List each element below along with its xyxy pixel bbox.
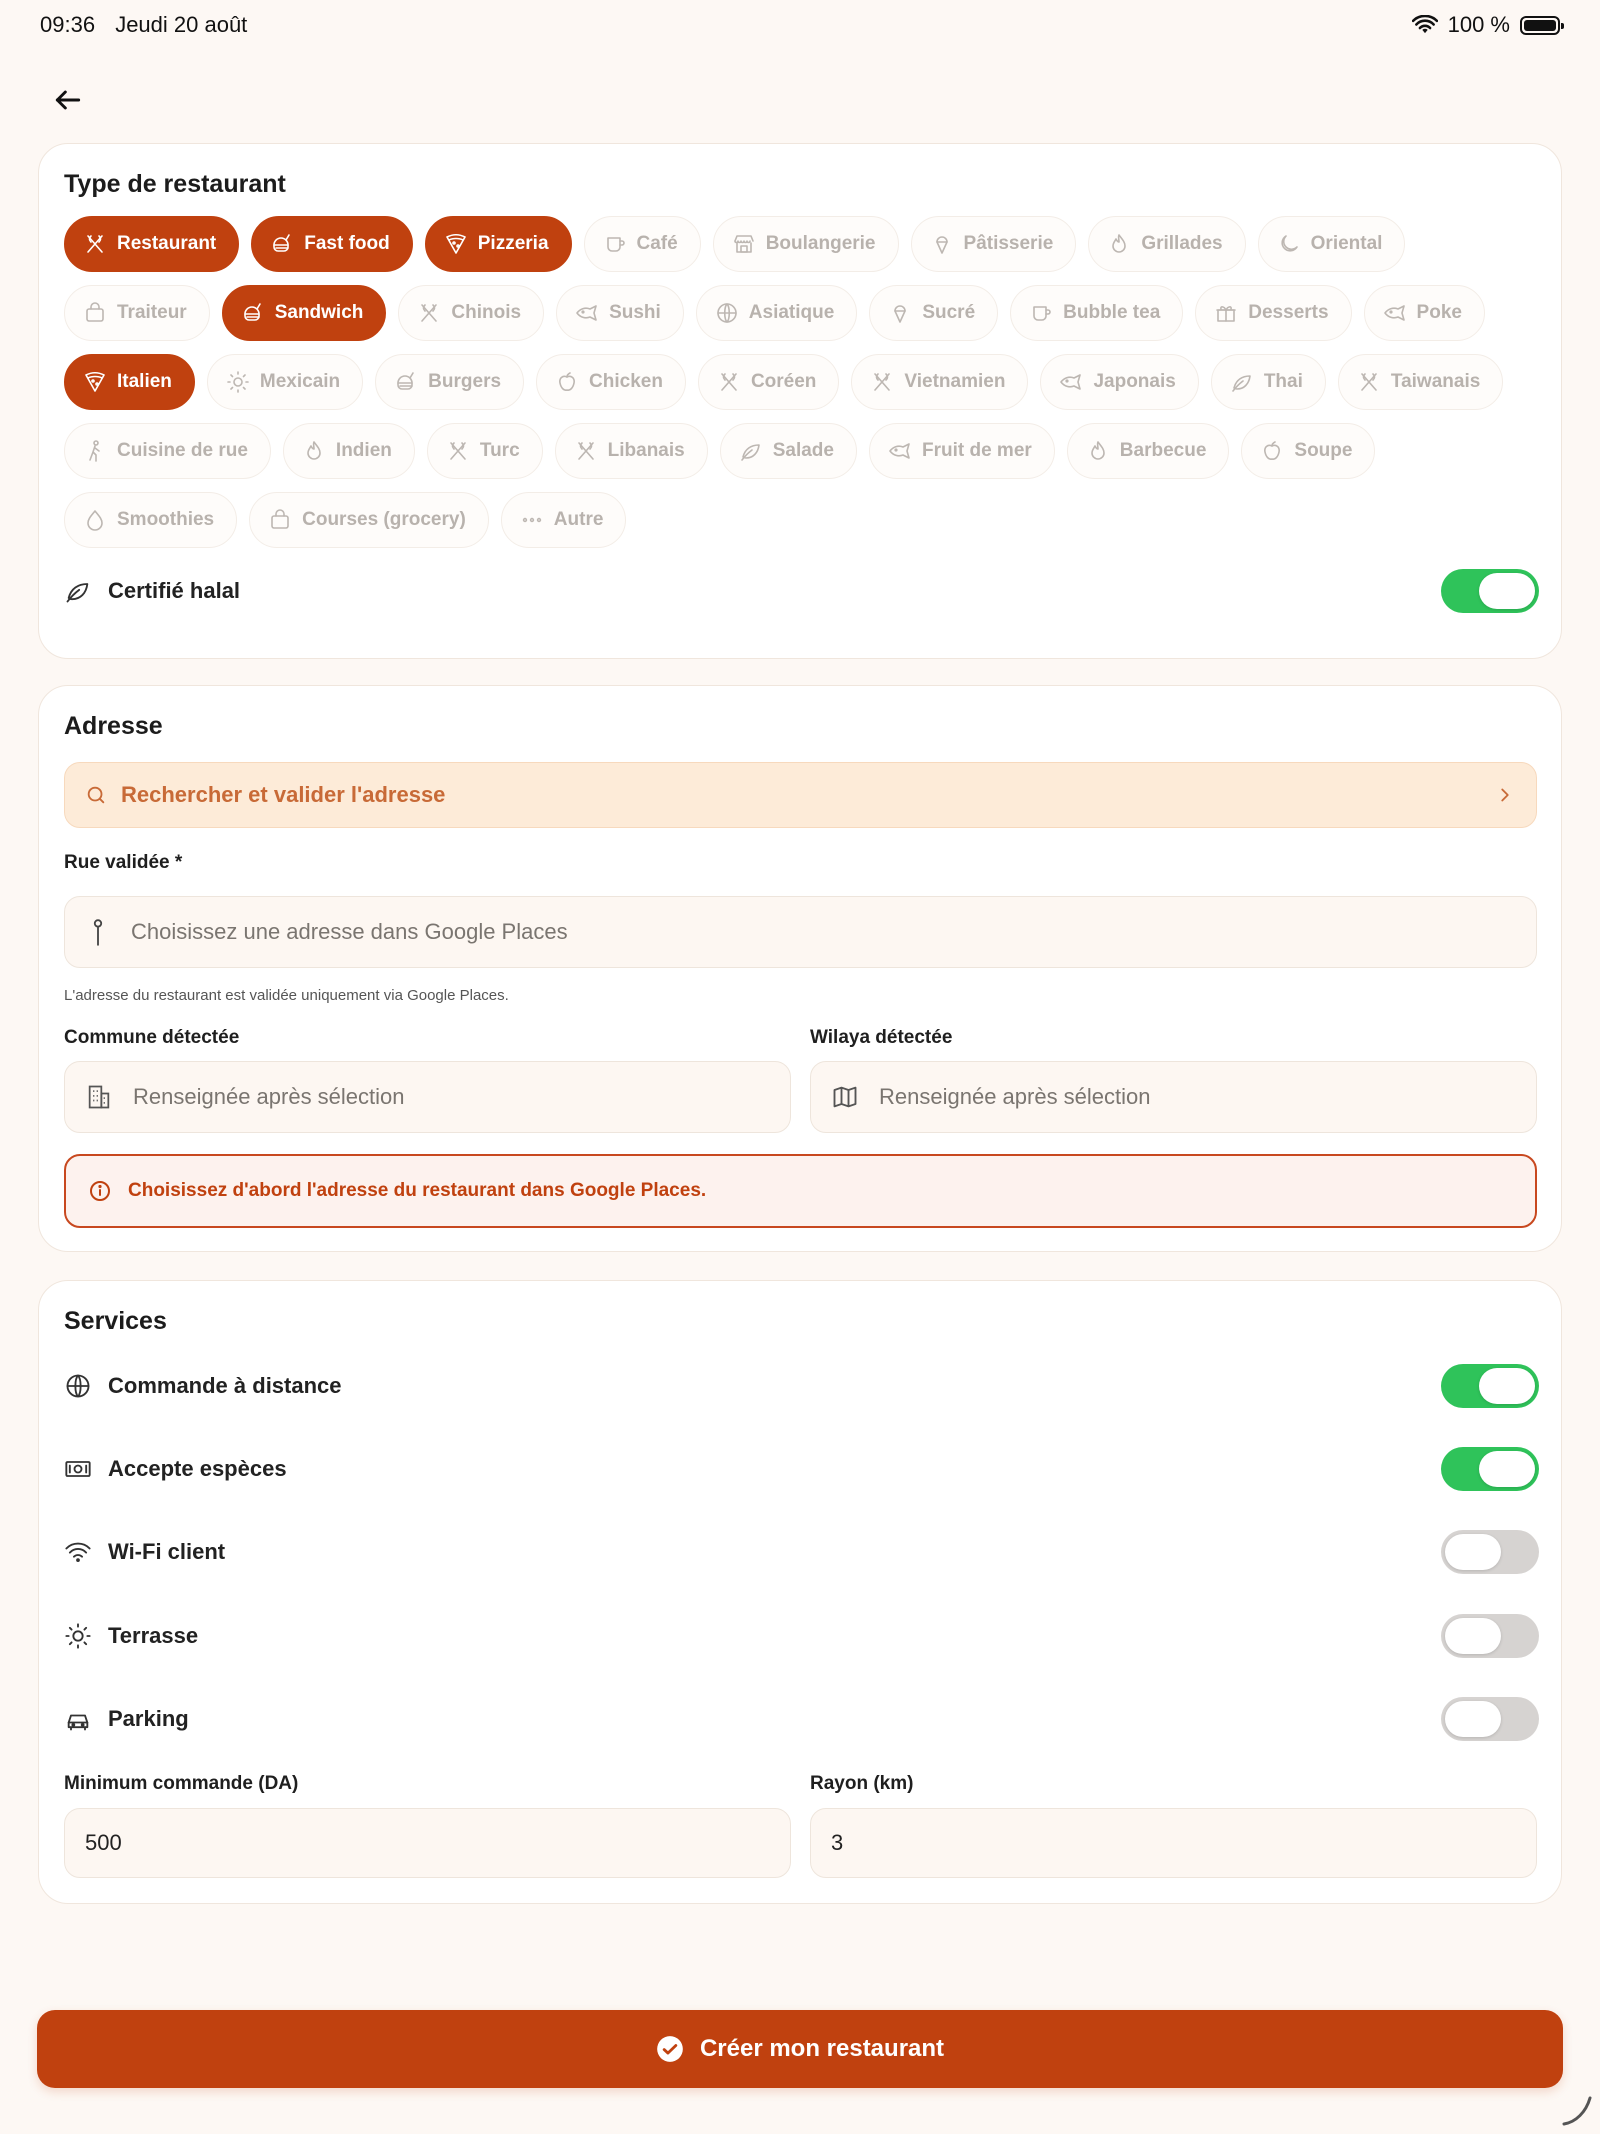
type-chip-label: Italien [117,371,172,392]
cutlery-icon [83,232,107,256]
min-order-input[interactable] [85,1830,770,1856]
pin-icon [85,917,111,947]
create-restaurant-button[interactable] [37,2010,1563,2088]
service-toggle[interactable] [1441,1614,1539,1658]
type-chip-label: Chinois [451,302,522,323]
building-icon [85,1083,113,1111]
min-order-field[interactable] [64,1808,791,1878]
fish-icon [575,301,599,325]
car-icon [64,1705,92,1733]
radius-field[interactable] [810,1808,1537,1878]
halal-row [64,566,1539,616]
type-chip[interactable] [64,423,271,479]
battery-percent: 100 % [1447,12,1510,37]
address-search-button[interactable] [64,762,1537,828]
type-chip[interactable] [584,216,701,272]
service-label: Parking [108,1706,189,1731]
type-chip-label: Sushi [609,302,661,323]
restaurant-type-chips [64,216,1544,561]
type-chip-label: Desserts [1248,302,1329,323]
address-card [38,685,1562,1252]
type-chip-label: Poke [1416,302,1462,323]
cutlery-icon [717,370,741,394]
cup-icon [1029,301,1053,325]
type-chip-label: Oriental [1310,233,1383,254]
type-chip[interactable] [869,423,1055,479]
type-chip-label: Smoothies [117,509,215,530]
wilaya-label: Wilaya détectée [810,1027,953,1048]
type-chip-label: Fruit de mer [921,440,1032,461]
wilaya-input[interactable] [879,1084,1516,1110]
cutlery-icon [417,301,441,325]
radius-label: Rayon (km) [810,1773,914,1794]
apple-icon [1260,439,1284,463]
cutlery-icon [446,439,470,463]
type-chip[interactable] [222,285,387,341]
type-chip[interactable] [536,354,686,410]
back-button[interactable] [48,80,88,120]
address-alert-text: Choisissez d'abord l'adresse du restaurant dans Google Places. [128,1180,707,1201]
apple-icon [555,370,579,394]
type-chip-label: Mexicain [259,371,341,392]
radius-input[interactable] [831,1830,1516,1856]
commune-label: Commune détectée [64,1027,240,1048]
chip-row [64,423,1544,479]
type-chip[interactable] [251,216,413,272]
min-order-label: Minimum commande (DA) [64,1773,299,1794]
type-chip[interactable] [249,492,489,548]
type-chip[interactable] [1040,354,1198,410]
status-time: 09:36 [40,12,96,37]
type-chip[interactable] [1067,423,1230,479]
search-icon [85,784,107,806]
street-label: Rue validée * [64,852,183,873]
fish-icon [1383,301,1407,325]
service-toggle[interactable] [1441,1447,1539,1491]
service-label: Terrasse [108,1623,199,1648]
type-chip[interactable] [64,285,210,341]
leaf-icon [739,439,763,463]
address-title: Adresse [64,712,163,740]
type-chip[interactable] [1241,423,1375,479]
flame-icon [1086,439,1110,463]
type-chip[interactable] [64,216,239,272]
info-icon [88,1179,112,1203]
service-row [64,1527,1539,1577]
halal-label: Certifié halal [108,578,241,603]
type-chip-label: Cuisine de rue [117,440,248,461]
type-chip-label: Japonais [1093,371,1176,392]
service-toggle[interactable] [1441,1364,1539,1408]
sun-icon [64,1622,92,1650]
service-label: Commande à distance [108,1373,342,1398]
drop-icon [83,508,107,532]
service-row [64,1611,1539,1661]
type-chip[interactable] [1338,354,1503,410]
type-chip-label: Pâtisserie [963,233,1054,254]
type-chip-label: Restaurant [117,233,217,254]
type-chip[interactable] [425,216,572,272]
type-chip-label: Bubble tea [1063,302,1161,323]
type-chip-label: Courses (grocery) [302,509,466,530]
status-date: Jeudi 20 août [115,12,248,37]
street-input[interactable] [131,919,1516,945]
fastfood-icon [270,232,294,256]
fish-icon [1059,370,1083,394]
type-chip-label: Turc [479,440,520,461]
dots-icon [520,508,544,532]
service-toggle[interactable] [1441,1697,1539,1741]
type-chip[interactable] [375,354,524,410]
pizza-icon [444,232,468,256]
map-icon [831,1083,859,1111]
walker-icon [83,439,107,463]
type-chip-label: Vietnamien [904,371,1006,392]
type-chip-label: Boulangerie [765,233,876,254]
icecream-icon [930,232,954,256]
type-chip[interactable] [64,354,195,410]
cutlery-icon [870,370,894,394]
type-chip[interactable] [869,285,998,341]
commune-input[interactable] [133,1084,770,1110]
type-chip[interactable] [555,423,708,479]
service-toggle[interactable] [1441,1530,1539,1574]
street-field[interactable] [64,896,1537,968]
type-chip[interactable] [713,216,899,272]
cutlery-icon [1357,370,1381,394]
address-alert [64,1154,1537,1228]
service-row [64,1444,1539,1494]
type-chip-label: Thai [1263,371,1303,392]
halal-toggle[interactable] [1441,569,1539,613]
arrow-left-icon [52,84,84,116]
bag-icon [268,508,292,532]
status-bar [0,0,1600,50]
type-chip-label: Sandwich [274,302,364,323]
chip-row [64,216,1544,272]
chip-row [64,492,1544,548]
type-chip[interactable] [501,492,627,548]
type-chip-label: Pizzeria [477,233,549,254]
service-row [64,1694,1539,1744]
type-chip[interactable] [1258,216,1406,272]
restaurant-type-card [38,143,1562,659]
type-chip[interactable] [698,354,839,410]
type-chip-label: Traiteur [117,302,187,323]
wifi-icon [64,1538,92,1566]
fastfood-icon [241,301,265,325]
cutlery-icon [574,439,598,463]
type-chip[interactable] [207,354,363,410]
leaf-icon [1230,370,1254,394]
service-row [64,1361,1539,1411]
check-circle-icon [656,2035,684,2063]
type-chip-label: Sucré [922,302,976,323]
services-title: Services [64,1307,167,1335]
type-chip[interactable] [1088,216,1245,272]
restaurant-type-title: Type de restaurant [64,170,286,198]
chip-row [64,354,1544,410]
type-chip-label: Salade [772,440,834,461]
flame-icon [302,439,326,463]
banknote-icon [64,1455,92,1483]
type-chip[interactable] [556,285,684,341]
type-chip[interactable] [398,285,544,341]
globe-icon [64,1372,92,1400]
globe-icon [715,301,739,325]
type-chip[interactable] [1211,354,1326,410]
type-chip-label: Soupe [1294,440,1353,461]
type-chip[interactable] [911,216,1077,272]
type-chip-label: Coréen [750,371,817,392]
bag-icon [83,301,107,325]
street-hint: L'adresse du restaurant est validée uniquement via Google Places. [64,987,509,1004]
type-chip[interactable] [720,423,857,479]
type-chip-label: Taiwanais [1390,371,1481,392]
fish-icon [888,439,912,463]
battery-icon [1520,16,1560,35]
corner-indicator-icon [1558,2092,1594,2128]
wilaya-field[interactable] [810,1061,1537,1133]
service-label: Accepte espèces [108,1456,287,1481]
icecream-icon [888,301,912,325]
cup-icon [603,232,627,256]
type-chip-label: Autre [553,509,604,530]
create-restaurant-label: Créer mon restaurant [699,2035,945,2062]
type-chip-label: Indien [335,440,392,461]
type-chip[interactable] [64,492,237,548]
chip-row [64,285,1544,341]
leaf-icon [64,577,92,605]
wifi-icon [1412,15,1438,35]
gift-icon [1214,301,1238,325]
type-chip-label: Burgers [428,371,502,392]
type-chip-label: Barbecue [1119,440,1207,461]
type-chip-label: Chicken [589,371,663,392]
flame-icon [1107,232,1131,256]
type-chip[interactable] [696,285,858,341]
type-chip[interactable] [851,354,1028,410]
type-chip-label: Café [636,233,678,254]
address-search-label: Rechercher et valider l'adresse [121,782,446,807]
sun-icon [226,370,250,394]
type-chip-label: Asiatique [748,302,835,323]
fastfood-icon [394,370,418,394]
service-label: Wi-Fi client [108,1539,226,1564]
type-chip-label: Fast food [304,233,390,254]
moon-icon [1277,232,1301,256]
type-chip-label: Libanais [607,440,685,461]
type-chip-label: Grillades [1141,233,1223,254]
pizza-icon [83,370,107,394]
type-chip[interactable] [427,423,543,479]
services-card [38,1280,1562,1904]
commune-field[interactable] [64,1061,791,1133]
type-chip[interactable] [283,423,415,479]
chevron-right-icon [1494,784,1516,806]
type-chip[interactable] [1195,285,1351,341]
type-chip[interactable] [1364,285,1485,341]
type-chip[interactable] [1010,285,1183,341]
store-icon [732,232,756,256]
